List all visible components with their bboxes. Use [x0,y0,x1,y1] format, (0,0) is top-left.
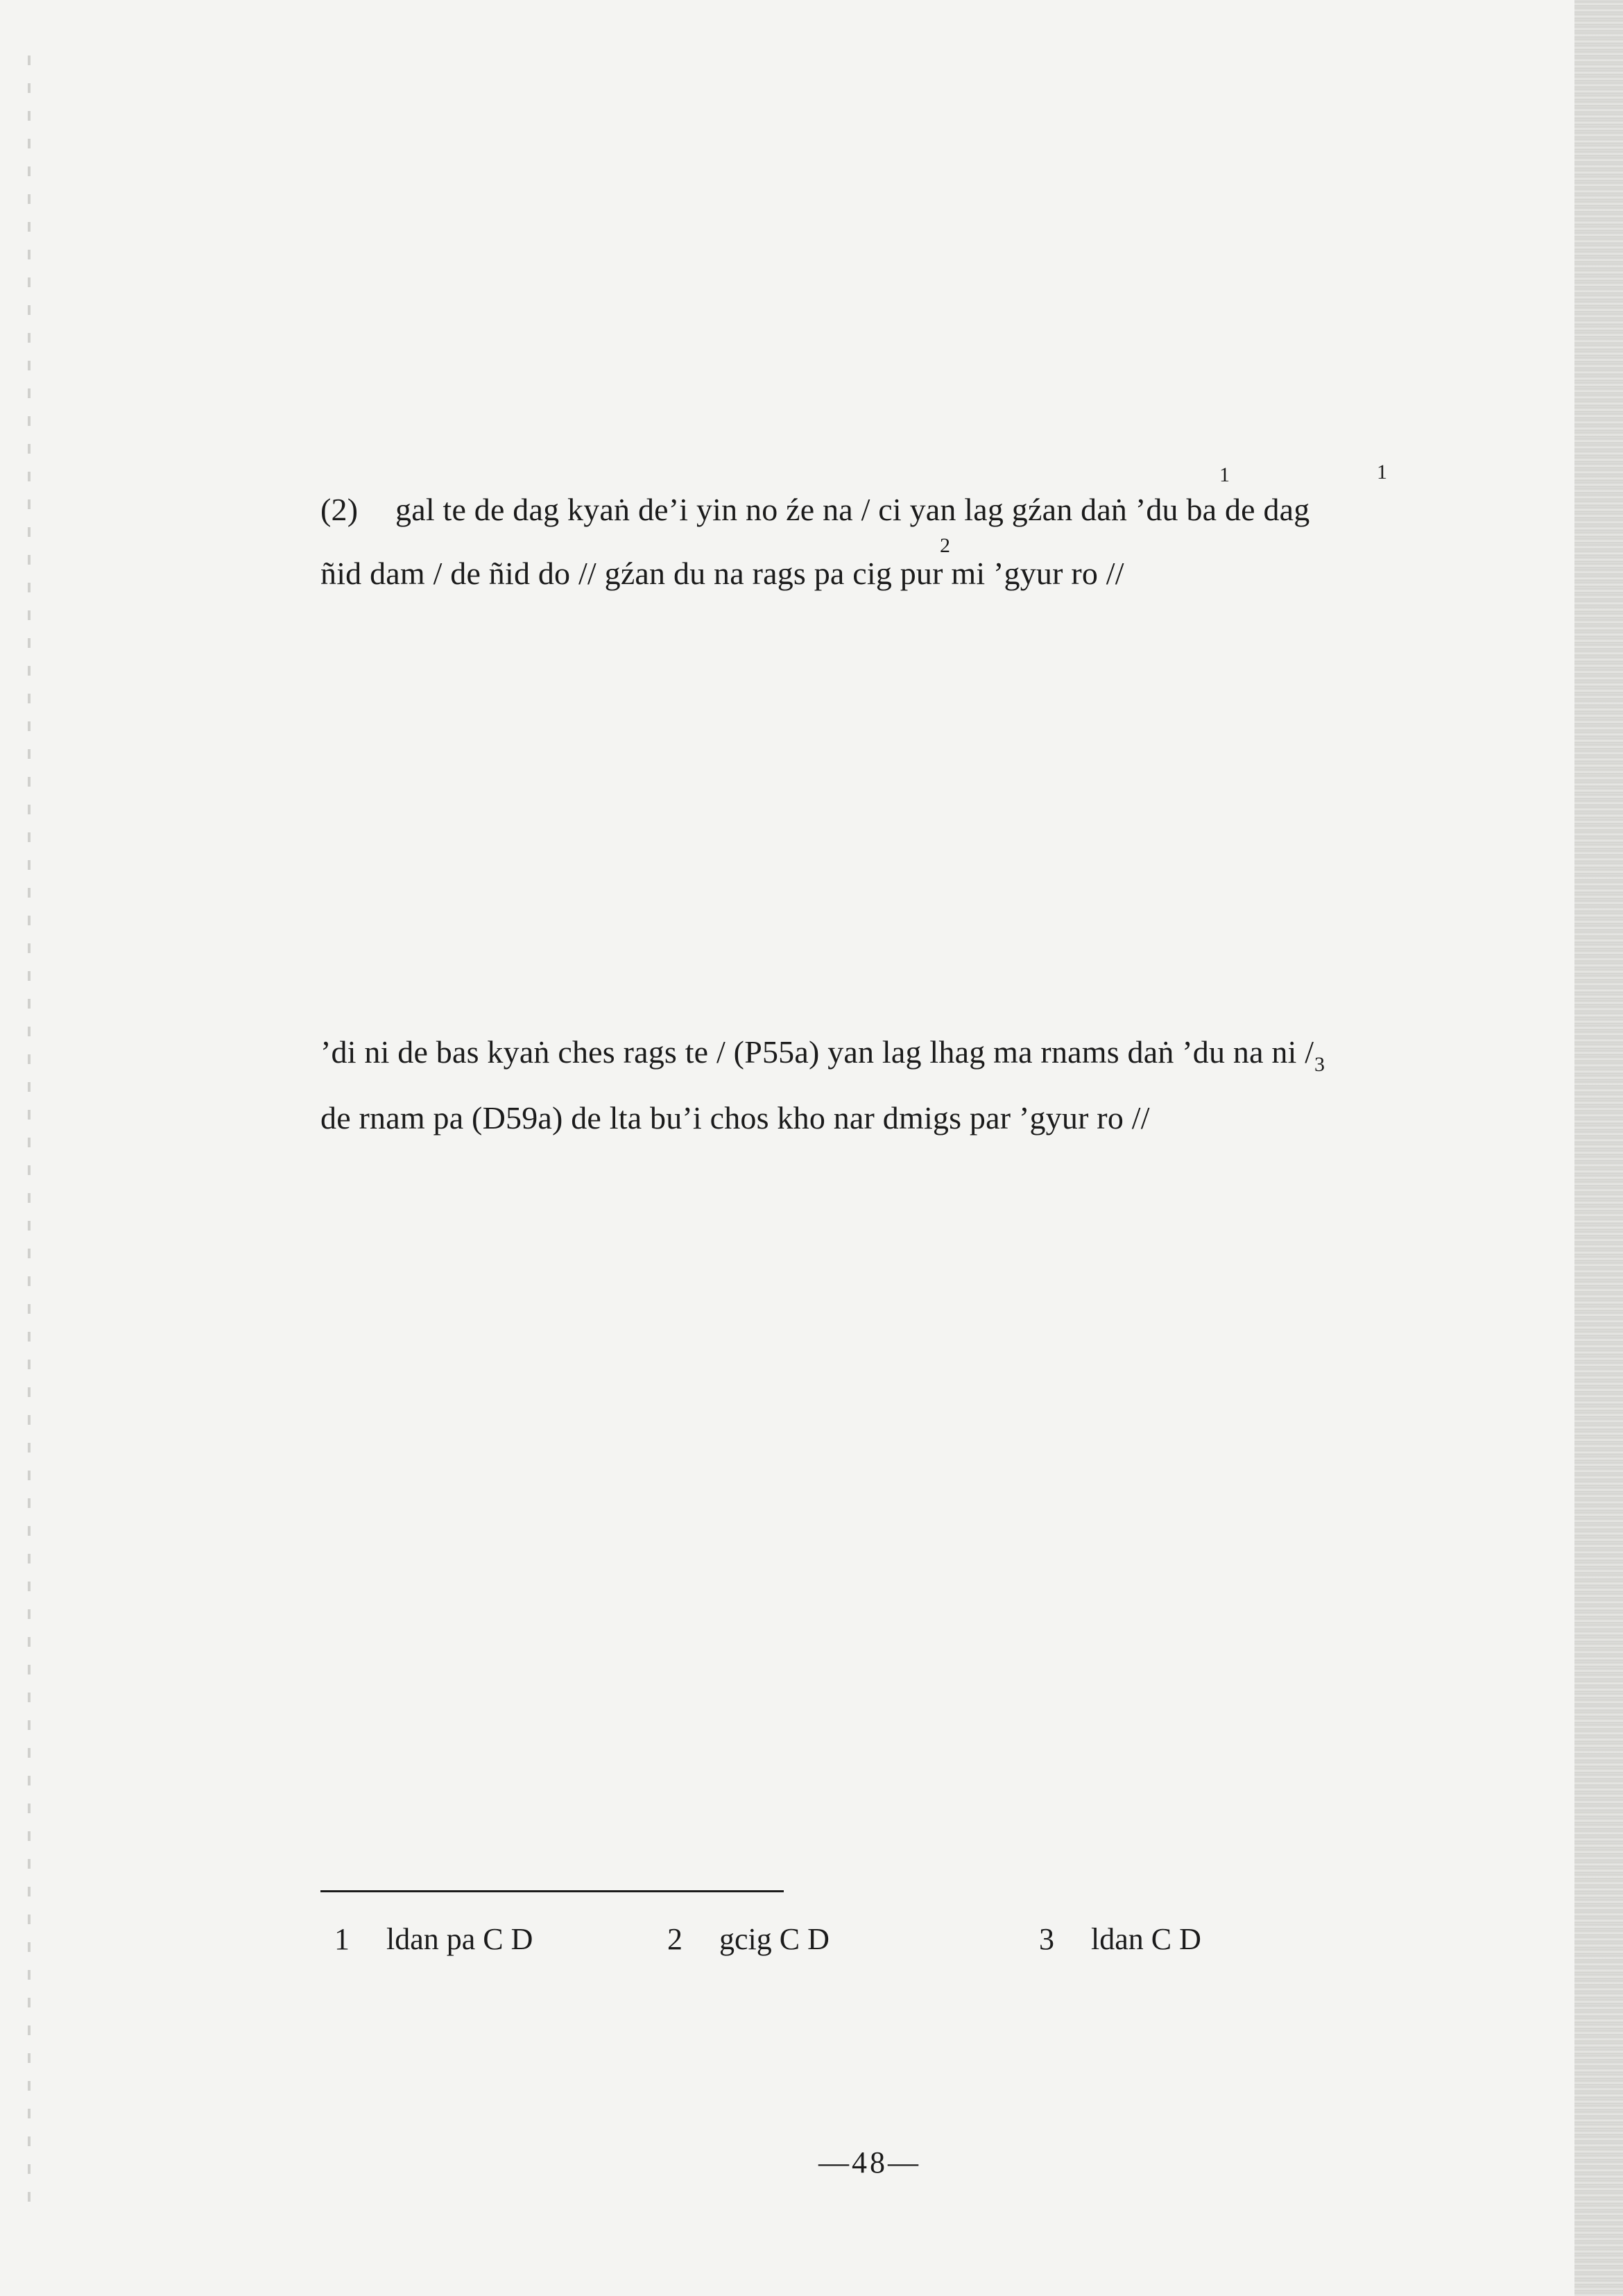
footnote-1-text: ldan pa C D [386,1922,533,1956]
footnote-1 [334,1921,533,1957]
footnote-2-number: 2 [667,1922,682,1956]
footnote-2-text: gcig C D [719,1922,830,1956]
footnote-mark-1b: 1 [1377,461,1387,483]
footnote-mark-1a: 1 [1219,463,1230,486]
footnote-mark-2: 2 [940,534,950,557]
paragraph-2-line-1 [320,491,1310,528]
footnote-3 [1039,1921,1201,1957]
paragraph-2-line-2: ñid dam / de ñid do // gźan du na rags pa cig pur mi ’gyur ro // [320,556,1124,591]
footnote-3-number: 3 [1039,1922,1054,1956]
page-number: —48— [818,2145,921,2179]
scan-left-margin-marks [28,55,31,2206]
footnote-rule [320,1890,784,1892]
footnote-3-text: ldan C D [1091,1922,1201,1956]
footnote-1-number: 1 [334,1922,350,1956]
scan-edge-shadow [1574,0,1623,2296]
paragraph-2-line-1-text: gal te de dag kyaṅ de’i yin no źe na / ci yan lag gźan daṅ ’du ba de dag [395,492,1310,527]
footnote-mark-3: 3 [1314,1053,1325,1076]
paragraph-3-line-2: de rnam pa (D59a) de lta bu’i chos kho nar dmigs par ’gyur ro // [320,1100,1150,1136]
paragraph-marker: (2) [320,492,359,527]
footnote-2 [667,1921,830,1957]
paragraph-3-line-1: ’di ni de bas kyaṅ ches rags te / (P55a) yan lag lhag ma rnams daṅ ’du na ni / [320,1034,1314,1070]
